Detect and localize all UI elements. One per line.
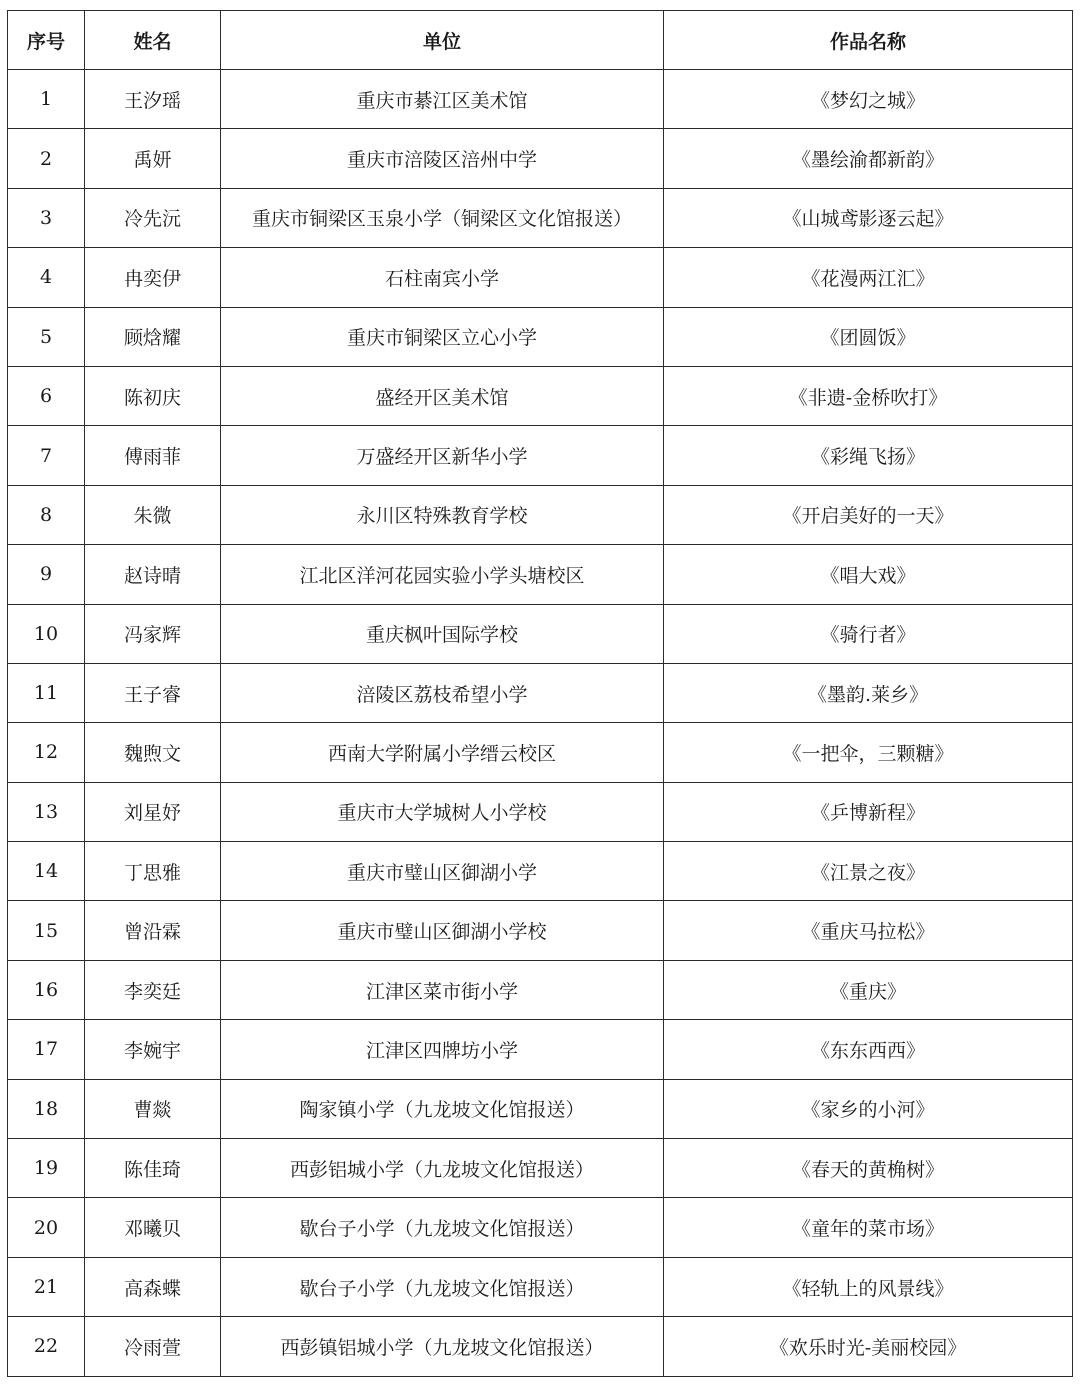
cell-unit: 重庆市铜梁区立心小学 [221, 307, 664, 366]
cell-name: 刘星妤 [85, 782, 221, 841]
cell-name: 冷先沅 [85, 188, 221, 247]
cell-work: 《春天的黄桷树》 [664, 1139, 1073, 1198]
cell-work: 《重庆马拉松》 [664, 901, 1073, 960]
cell-no: 22 [8, 1317, 85, 1376]
cell-unit: 西彭铝城小学（九龙坡文化馆报送） [221, 1139, 664, 1198]
cell-no: 8 [8, 485, 85, 544]
cell-no: 14 [8, 842, 85, 901]
table-row [8, 1317, 1073, 1376]
table-row [8, 188, 1073, 247]
header-unit: 单位 [221, 11, 664, 70]
cell-name: 魏煦文 [85, 723, 221, 782]
table-header [8, 11, 1073, 70]
cell-no: 7 [8, 426, 85, 485]
cell-no: 20 [8, 1198, 85, 1257]
cell-work: 《东东西西》 [664, 1020, 1073, 1079]
table-row [8, 901, 1073, 960]
award-list-table [7, 10, 1073, 1377]
cell-work: 《唱大戏》 [664, 545, 1073, 604]
cell-unit: 重庆市璧山区御湖小学 [221, 842, 664, 901]
cell-name: 曹燚 [85, 1079, 221, 1138]
cell-no: 1 [8, 70, 85, 129]
cell-work: 《彩绳飞扬》 [664, 426, 1073, 485]
table-row [8, 1139, 1073, 1198]
cell-name: 丁思雅 [85, 842, 221, 901]
cell-no: 4 [8, 248, 85, 307]
table-row [8, 782, 1073, 841]
table-row [8, 426, 1073, 485]
cell-name: 王子睿 [85, 663, 221, 722]
cell-no: 21 [8, 1257, 85, 1316]
table-row [8, 248, 1073, 307]
cell-work: 《乒博新程》 [664, 782, 1073, 841]
cell-work: 《团圆饭》 [664, 307, 1073, 366]
cell-no: 11 [8, 663, 85, 722]
cell-work: 《江景之夜》 [664, 842, 1073, 901]
cell-no: 15 [8, 901, 85, 960]
cell-unit: 江北区洋河花园实验小学头塘校区 [221, 545, 664, 604]
cell-work: 《墨绘渝都新韵》 [664, 129, 1073, 188]
cell-unit: 歇台子小学（九龙坡文化馆报送） [221, 1198, 664, 1257]
cell-name: 禹妍 [85, 129, 221, 188]
cell-unit: 万盛经开区新华小学 [221, 426, 664, 485]
cell-name: 顾焓耀 [85, 307, 221, 366]
cell-work: 《重庆》 [664, 960, 1073, 1019]
cell-unit: 重庆市璧山区御湖小学校 [221, 901, 664, 960]
table-row [8, 366, 1073, 425]
cell-work: 《花漫两江汇》 [664, 248, 1073, 307]
table-row [8, 842, 1073, 901]
cell-unit: 重庆市綦江区美术馆 [221, 70, 664, 129]
cell-work: 《非遗-金桥吹打》 [664, 366, 1073, 425]
cell-unit: 永川区特殊教育学校 [221, 485, 664, 544]
cell-unit: 盛经开区美术馆 [221, 366, 664, 425]
table-row [8, 129, 1073, 188]
cell-name: 曾沿霖 [85, 901, 221, 960]
cell-work: 《梦幻之城》 [664, 70, 1073, 129]
cell-unit: 歇台子小学（九龙坡文化馆报送） [221, 1257, 664, 1316]
cell-no: 19 [8, 1139, 85, 1198]
table-row [8, 1257, 1073, 1316]
cell-no: 10 [8, 604, 85, 663]
cell-work: 《轻轨上的风景线》 [664, 1257, 1073, 1316]
cell-name: 高森蝶 [85, 1257, 221, 1316]
cell-name: 冉奕伊 [85, 248, 221, 307]
table-row [8, 307, 1073, 366]
award-list-table-wrapper [7, 10, 1072, 1377]
cell-no: 16 [8, 960, 85, 1019]
cell-no: 5 [8, 307, 85, 366]
table-row [8, 485, 1073, 544]
cell-name: 冯家辉 [85, 604, 221, 663]
cell-work: 《墨韵.莱乡》 [664, 663, 1073, 722]
cell-no: 18 [8, 1079, 85, 1138]
cell-unit: 涪陵区荔枝希望小学 [221, 663, 664, 722]
cell-unit: 江津区四牌坊小学 [221, 1020, 664, 1079]
cell-name: 李奕廷 [85, 960, 221, 1019]
table-row [8, 1079, 1073, 1138]
table-body [8, 70, 1073, 1377]
cell-work: 《家乡的小河》 [664, 1079, 1073, 1138]
table-row [8, 70, 1073, 129]
cell-name: 邓曦贝 [85, 1198, 221, 1257]
cell-name: 陈初庆 [85, 366, 221, 425]
table-row [8, 723, 1073, 782]
cell-no: 6 [8, 366, 85, 425]
cell-name: 陈佳琦 [85, 1139, 221, 1198]
table-row [8, 545, 1073, 604]
cell-work: 《童年的菜市场》 [664, 1198, 1073, 1257]
cell-unit: 重庆枫叶国际学校 [221, 604, 664, 663]
cell-unit: 西彭镇铝城小学（九龙坡文化馆报送） [221, 1317, 664, 1376]
cell-work: 《开启美好的一天》 [664, 485, 1073, 544]
cell-no: 3 [8, 188, 85, 247]
cell-work: 《山城鸢影逐云起》 [664, 188, 1073, 247]
cell-no: 17 [8, 1020, 85, 1079]
cell-unit: 重庆市大学城树人小学校 [221, 782, 664, 841]
cell-unit: 西南大学附属小学缙云校区 [221, 723, 664, 782]
table-row [8, 1198, 1073, 1257]
cell-unit: 重庆市铜梁区玉泉小学（铜梁区文化馆报送） [221, 188, 664, 247]
cell-name: 王汐瑶 [85, 70, 221, 129]
table-row [8, 960, 1073, 1019]
cell-work: 《骑行者》 [664, 604, 1073, 663]
cell-name: 傅雨菲 [85, 426, 221, 485]
cell-unit: 陶家镇小学（九龙坡文化馆报送） [221, 1079, 664, 1138]
cell-name: 朱微 [85, 485, 221, 544]
table-row [8, 1020, 1073, 1079]
cell-name: 李婉宇 [85, 1020, 221, 1079]
cell-unit: 重庆市涪陵区涪州中学 [221, 129, 664, 188]
cell-name: 赵诗晴 [85, 545, 221, 604]
cell-no: 2 [8, 129, 85, 188]
header-no: 序号 [8, 11, 85, 70]
cell-no: 9 [8, 545, 85, 604]
cell-work: 《欢乐时光-美丽校园》 [664, 1317, 1073, 1376]
cell-no: 13 [8, 782, 85, 841]
header-work: 作品名称 [664, 11, 1073, 70]
header-row [8, 11, 1073, 70]
cell-work: 《一把伞，三颗糖》 [664, 723, 1073, 782]
cell-name: 冷雨萱 [85, 1317, 221, 1376]
cell-unit: 石柱南宾小学 [221, 248, 664, 307]
table-row [8, 663, 1073, 722]
header-name: 姓名 [85, 11, 221, 70]
cell-no: 12 [8, 723, 85, 782]
cell-unit: 江津区菜市街小学 [221, 960, 664, 1019]
table-row [8, 604, 1073, 663]
